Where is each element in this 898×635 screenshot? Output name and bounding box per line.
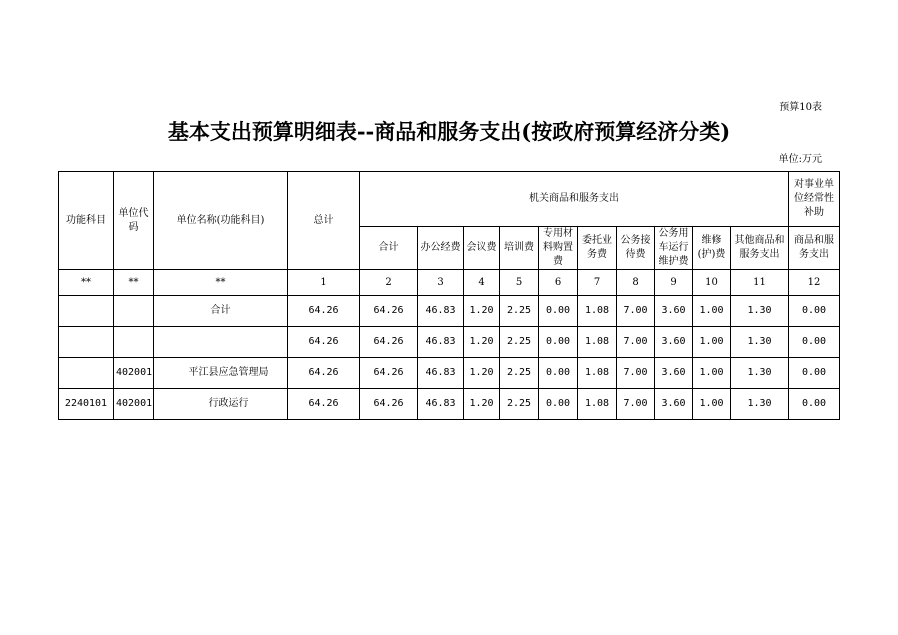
value-cell: 64.26	[360, 389, 418, 420]
header-goods-services-group: 机关商品和服务支出	[360, 172, 789, 227]
value-cell: 64.26	[360, 327, 418, 358]
index-cell: 6	[539, 270, 578, 296]
value-cell: 0.00	[789, 327, 840, 358]
index-cell: 2	[360, 270, 418, 296]
header-special-materials: 专用材料购置费	[539, 227, 578, 270]
header-subsidy: 对事业单位经常性补助	[789, 172, 840, 227]
header-commissioned-business: 委托业务费	[578, 227, 617, 270]
value-cell: 0.00	[539, 389, 578, 420]
value-cell: 64.26	[288, 389, 360, 420]
table-row	[59, 358, 840, 389]
header-training-fee: 培训费	[500, 227, 539, 270]
table-row	[59, 327, 840, 358]
value-cell: 0.00	[789, 296, 840, 327]
value-cell: 0.00	[539, 358, 578, 389]
value-cell: 1.20	[464, 327, 500, 358]
value-cell: 0.00	[789, 358, 840, 389]
value-cell: 1.00	[693, 358, 731, 389]
unit-name-cell: 平江县应急管理局	[154, 358, 288, 389]
func-subject-cell	[59, 296, 114, 327]
unit-name-cell: 合计	[154, 296, 288, 327]
value-cell: 2.25	[500, 327, 539, 358]
form-number: 预算10表	[779, 102, 822, 113]
value-cell: 3.60	[655, 358, 693, 389]
value-cell: 7.00	[617, 296, 655, 327]
value-cell: 2.25	[500, 296, 539, 327]
index-cell: 1	[288, 270, 360, 296]
unit-code-cell: 402001	[114, 389, 154, 420]
value-cell: 1.30	[731, 358, 789, 389]
func-subject-cell: 2240101	[59, 389, 114, 420]
page-title: 基本支出预算明细表--商品和服务支出(按政府预算经济分类)	[167, 119, 731, 144]
value-cell: 0.00	[539, 327, 578, 358]
value-cell: 1.00	[693, 296, 731, 327]
value-cell: 3.60	[655, 327, 693, 358]
header-office-expense: 办公经费	[418, 227, 464, 270]
value-cell: 3.60	[655, 296, 693, 327]
value-cell: 3.60	[655, 389, 693, 420]
func-subject-cell	[59, 327, 114, 358]
header-maintenance: 维修(护)费	[693, 227, 731, 270]
index-cell: 5	[500, 270, 539, 296]
value-cell: 1.20	[464, 358, 500, 389]
value-cell: 1.30	[731, 389, 789, 420]
index-cell: **	[59, 270, 114, 296]
value-cell: 1.20	[464, 296, 500, 327]
index-cell: 12	[789, 270, 840, 296]
header-official-reception: 公务接待费	[617, 227, 655, 270]
table-row	[59, 389, 840, 420]
unit-code-cell	[114, 327, 154, 358]
index-cell: 11	[731, 270, 789, 296]
index-cell: 3	[418, 270, 464, 296]
value-cell: 7.00	[617, 389, 655, 420]
value-cell: 46.83	[418, 296, 464, 327]
header-other-goods-services: 其他商品和服务支出	[731, 227, 789, 270]
value-cell: 1.30	[731, 327, 789, 358]
unit-name-cell: 行政运行	[154, 389, 288, 420]
value-cell: 64.26	[288, 296, 360, 327]
index-cell: 9	[655, 270, 693, 296]
value-cell: 1.00	[693, 389, 731, 420]
value-cell: 1.30	[731, 296, 789, 327]
func-subject-cell	[59, 358, 114, 389]
index-cell: 8	[617, 270, 655, 296]
unit-code-cell	[114, 296, 154, 327]
value-cell: 2.25	[500, 389, 539, 420]
index-cell: 4	[464, 270, 500, 296]
index-row	[59, 270, 840, 296]
index-cell: 7	[578, 270, 617, 296]
value-cell: 0.00	[539, 296, 578, 327]
index-cell: **	[154, 270, 288, 296]
value-cell: 46.83	[418, 389, 464, 420]
value-cell: 64.26	[288, 327, 360, 358]
value-cell: 64.26	[360, 358, 418, 389]
header-meeting-fee: 会议费	[464, 227, 500, 270]
value-cell: 2.25	[500, 358, 539, 389]
value-cell: 46.83	[418, 358, 464, 389]
header-unit-code: 单位代码	[114, 172, 154, 270]
header-unit-name: 单位名称(功能科目)	[154, 172, 288, 270]
budget-table	[58, 171, 840, 420]
header-goods-services-expense: 商品和服务支出	[789, 227, 840, 270]
value-cell: 1.20	[464, 389, 500, 420]
value-cell: 1.08	[578, 327, 617, 358]
header-total: 总计	[288, 172, 360, 270]
value-cell: 64.26	[288, 358, 360, 389]
unit-name-cell	[154, 327, 288, 358]
value-cell: 0.00	[789, 389, 840, 420]
table-row	[59, 296, 840, 327]
value-cell: 7.00	[617, 327, 655, 358]
header-official-vehicle: 公务用车运行维护费	[655, 227, 693, 270]
value-cell: 1.00	[693, 327, 731, 358]
header-func-subject: 功能科目	[59, 172, 114, 270]
value-cell: 1.08	[578, 296, 617, 327]
value-cell: 46.83	[418, 327, 464, 358]
unit-code-cell: 402001	[114, 358, 154, 389]
index-cell: 10	[693, 270, 731, 296]
unit-label: 单位:万元	[778, 154, 822, 165]
value-cell: 1.08	[578, 389, 617, 420]
value-cell: 64.26	[360, 296, 418, 327]
header-sub-total: 合计	[360, 227, 418, 270]
index-cell: **	[114, 270, 154, 296]
value-cell: 1.08	[578, 358, 617, 389]
value-cell: 7.00	[617, 358, 655, 389]
